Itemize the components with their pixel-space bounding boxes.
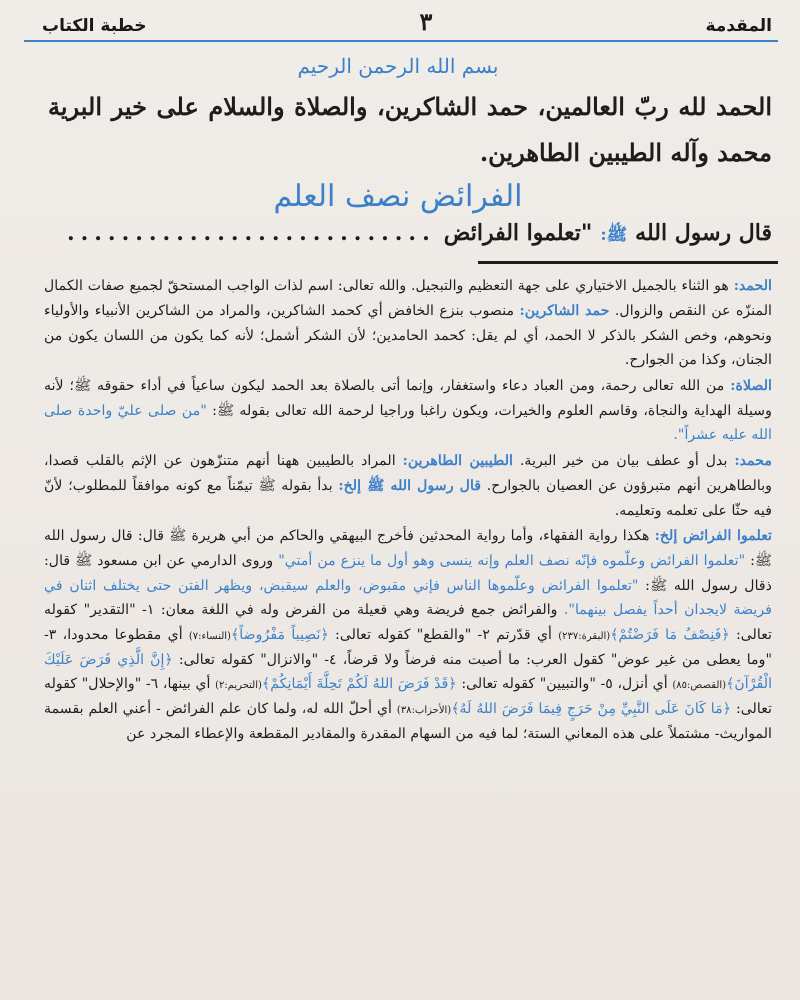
hadith-quote: "تعلموا الفرائض وعلّموها الناس فإني مقبوض، والعلم سيقبض، ويظهر الفتن حتى يختلف اثنان في فريضة لايجدان أحداً يفصل بينهما". xyxy=(44,577,772,619)
hadith-text: "تعلموا الفرائض xyxy=(443,220,593,247)
commentary-text: أي قدّرتم ٢- "والقطع" كقوله تعالى: xyxy=(328,627,559,644)
verse-reference: (البقرة:٢٣٧) xyxy=(558,631,611,643)
term-taallamu: تعلموا الفرائض إلخ: xyxy=(654,528,772,545)
commentary-text: من الله تعالى رحمة، ومن العباد دعاء واستغفار، وإنما أتى بالصلاة بعد الحمد ليكون ساعياً في أداء حقوقه ﷺ؛ لأنه وسيلة الهداية والنجاة، وقاسم العلوم والخيرات، ويكون راغبا وراجيا لرحمة الله تعالى بقوله ﷺ: xyxy=(44,378,772,419)
commentary-paragraph xyxy=(44,374,772,448)
intro-paragraph: الحمد لله ربّ العالمين، حمد الشاكرين، والصلاة والسلام على خير البرية محمد وآله الطيبين الطاهرين. xyxy=(48,92,772,167)
commentary-text: المراد بالطيبين ههنا أنهم متنزّهون عن الإثم بالقلب قصدا، وبالطاهرين أنهم متبرؤون عن العصيان بالجوارح. xyxy=(44,453,772,494)
quran-verse: ﴿نَصِيباً مَفْرُوضاً﴾ xyxy=(230,627,329,644)
honorific: ﷺ: xyxy=(600,225,628,246)
commentary-text: أي أحلّ الله له، ولما كان علم الفرائض - أعني العلم بقسمة المواريث- مشتملاً على هذه المعاني الستة؛ لما فيه من السهام المقدرة والمقادير المقطعة والإعطاء المجرد عن xyxy=(44,701,772,742)
commentary-text: منصوب بنزع الخافض أي كحمد الشاكرين، والمراد من الشاكرين الأنبياء والأولياء ونحوهم، وخص الشكر بالذكر لا الحمد، أي لم يقل: كحمد الحامدين؛ لأن الشكر أشمل؛ لأنه كما يكون من اللسان يكون من الجنان، وكذا من الجوارح. xyxy=(44,302,772,369)
header-rule xyxy=(24,40,778,42)
commentary-text: وروى الدارمي عن ابن مسعود ﷺ قال: ذقال رسول الله ﷺ: xyxy=(44,552,772,594)
commentary-text: بدل أو عطف بيان من خير البرية. xyxy=(513,453,735,470)
header-section: خطبة الكتاب xyxy=(42,16,147,36)
quran-verse: ﴿فَنِصْفُ مَا فَرَضْتُمْ﴾ xyxy=(610,627,730,644)
quran-verse: ﴿مَا كَانَ عَلَى النَّبِيِّ مِنْ حَرَجٍ فِيمَا فَرَضَ اللهُ لَهُ﴾ xyxy=(451,701,732,718)
basmala: بسم الله الرحمن الرحيم xyxy=(297,54,499,78)
verse-reference: (النساء:٧) xyxy=(188,631,231,643)
commentary-text: أي أنزل، ٥- "والتبيين" كقوله تعالى: xyxy=(456,676,673,693)
section-title: الفرائض نصف العلم xyxy=(273,179,523,215)
commentary-paragraph xyxy=(44,274,772,373)
commentary-text: أي بينها، ٦- "والإحلال" كقوله تعالى: xyxy=(44,676,772,718)
quran-verse: ﴿قَدْ فَرَضَ اللهُ لَكُمْ تَحِلَّةَ أَيْمَانِكُمْ﴾ xyxy=(261,676,457,693)
hadith-lead: قال رسول الله xyxy=(635,220,772,247)
verse-reference: (القصص:٨٥) xyxy=(672,680,727,692)
term-hamd-shakirin: حمد الشاكرين: xyxy=(519,302,610,319)
term-qala-rasul: قال رسول الله ﷺ إلخ: xyxy=(338,477,482,494)
term-hamd: الحمد: xyxy=(733,278,772,295)
commentary-paragraph xyxy=(44,524,772,746)
term-salat: الصلاة: xyxy=(730,378,772,394)
page-number: ٣ xyxy=(419,7,433,36)
commentary xyxy=(44,274,772,746)
header-chapter: المقدمة xyxy=(705,16,772,36)
verse-reference: (الأحزاب:٣٨) xyxy=(396,705,452,717)
term-tayyibin: الطيبين الطاهرين: xyxy=(402,453,513,470)
running-header xyxy=(18,0,778,40)
commentary-text: والفرائض جمع فريضة وهي فعيلة من الفرض وله في اللغة معان: ١- "التقدير" كقوله تعالى: xyxy=(44,602,772,644)
hadith-quote: "تعلموا الفرائض وعلّموه فإنّه نصف العلم وإنه ينسى وهو أول ما ينزع من أمتي" xyxy=(278,552,746,569)
quran-verse: ﴿إِنَّ الَّذِي فَرَضَ عَلَيْكَ الْقُرْآنَ﴾ xyxy=(44,651,773,693)
commentary-paragraph xyxy=(44,449,772,523)
commentary-text: هكذا رواية الفقهاء، وأما رواية المحدثين فأخرج البيهقي والحاكم من أبي هريرة ﷺ قال: قال رسول الله ﷺ: xyxy=(44,528,772,569)
hadith-dots: ........................... xyxy=(66,220,436,247)
commentary-text: هو الثناء بالجميل الاختياري على جهة التعظيم والتبجيل. والله تعالى: اسم لذات الواجب المستحقّ لجميع صفات الكمال المنزّه عن النقص والزوال. xyxy=(44,278,772,319)
commentary-text: بدأ بقوله ﷺ تيمّناً مع كونه موافقاً للمطلوب؛ لأنّ فيه حثّا على تعلمه وتعليمه. xyxy=(44,477,772,519)
commentary-text: أي مقطوعا محدودا، ٣- "وما يعطى من غير عوض" كقول العرب: ما أصبت منه فرضاً ولا قرضاً، ٤- "والانزال" كقوله تعالى: xyxy=(44,627,772,668)
term-muhammad: محمد: xyxy=(734,453,772,470)
verse-reference: (التحريم:٢) xyxy=(215,680,262,692)
hadith-quote: "من صلى عليّ واحدة صلى الله عليه عشراً". xyxy=(44,402,772,444)
hadith-line xyxy=(48,220,772,249)
commentary-divider xyxy=(478,261,778,264)
